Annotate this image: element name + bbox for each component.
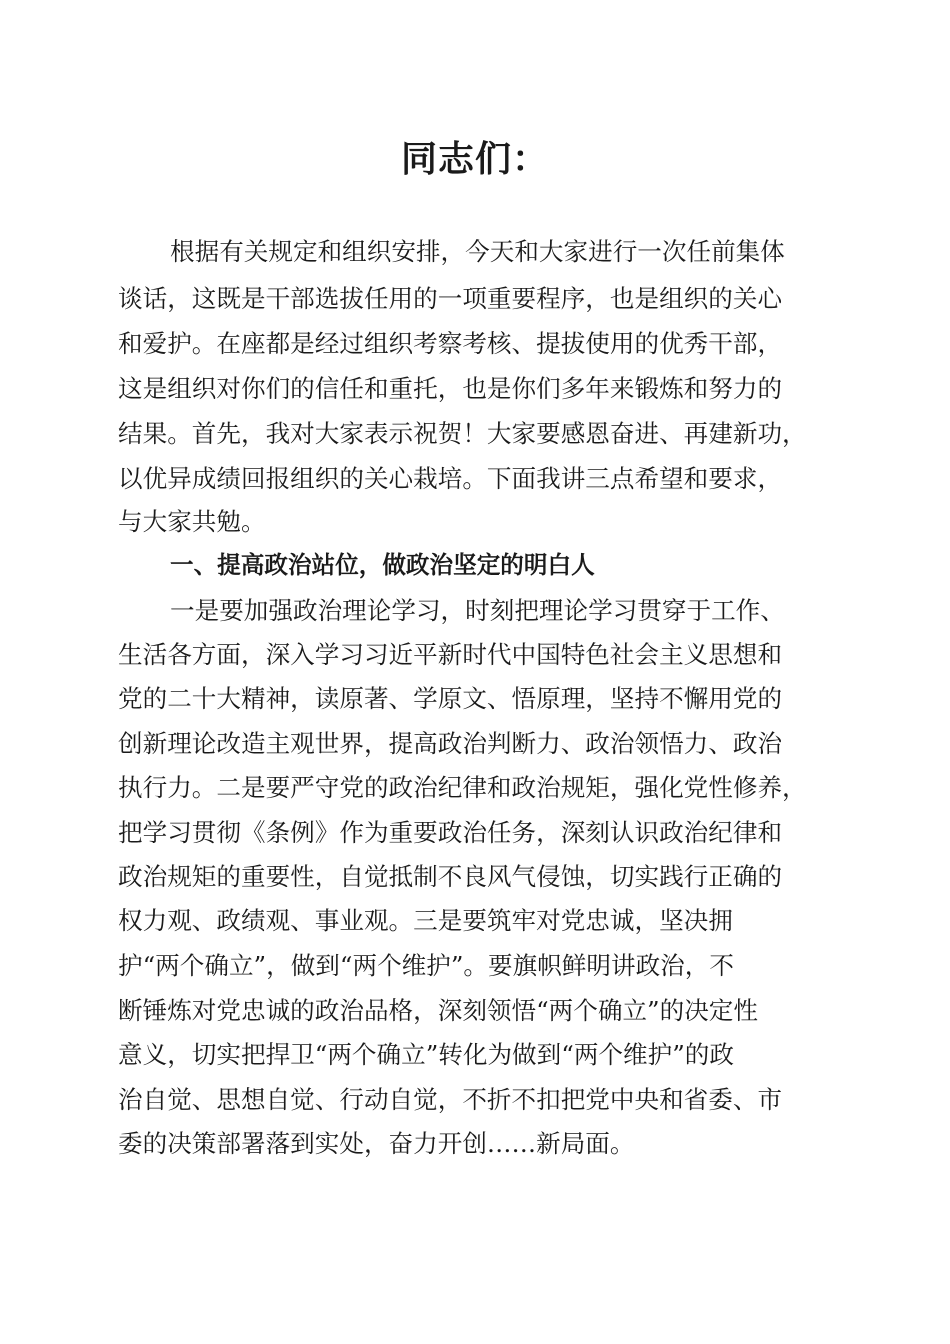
intro-line: 谈话，这既是干部选拔任用的一项重要程序，也是组织的关心 [118, 284, 783, 313]
body-line: 断锤炼对党忠诚的政治品格，深刻领悟“两个确立”的决定性 [118, 996, 758, 1025]
body-line: 执行力。二是要严守党的政治纪律和政治规矩，强化党性修养， [118, 773, 807, 802]
intro-line: 以优异成绩回报组织的关心栽培。下面我讲三点希望和要求， [118, 464, 783, 493]
intro-line: 与大家共勉。 [118, 507, 266, 536]
body-line: 政治规矩的重要性，自觉抵制不良风气侵蚀，切实践行正确的 [118, 862, 783, 891]
intro-line: 根据有关规定和组织安排，今天和大家进行一次任前集体 [170, 237, 785, 266]
intro-line: 结果。首先，我对大家表示祝贺！大家要感恩奋进、再建新功， [118, 419, 807, 448]
intro-line: 这是组织对你们的信任和重托，也是你们多年来锻炼和努力的 [118, 374, 783, 403]
body-line: 党的二十大精神，读原著、学原文、悟原理，坚持不懈用党的 [118, 684, 783, 713]
body-line: 把学习贯彻《条例》作为重要政治任务，深刻认识政治纪律和 [118, 818, 783, 847]
body-line: 一是要加强政治理论学习，时刻把理论学习贯穿于工作、 [170, 596, 785, 625]
body-line: 权力观、政绩观、事业观。三是要筑牢对党忠诚，坚决拥 [118, 906, 733, 935]
body-line: 生活各方面，深入学习习近平新时代中国特色社会主义思想和 [118, 640, 783, 669]
body-line: 创新理论改造主观世界，提高政治判断力、政治领悟力、政治 [118, 729, 783, 758]
document-title: 同志们： [400, 139, 549, 180]
intro-line: 和爱护。在座都是经过组织考察考核、提拔使用的优秀干部， [118, 329, 783, 358]
body-line: 委的决策部署落到实处，奋力开创……新局面。 [118, 1129, 635, 1158]
body-line: 护“两个确立”，做到“两个维护”。要旗帜鲜明讲政治，不 [118, 951, 734, 980]
section-heading: 一、提高政治站位，做政治坚定的明白人 [170, 551, 595, 579]
body-line: 意义，切实把捍卫“两个确立”转化为做到“两个维护”的政 [118, 1040, 734, 1069]
body-line: 治自觉、思想自觉、行动自觉，不折不扣把党中央和省委、市 [118, 1085, 783, 1114]
